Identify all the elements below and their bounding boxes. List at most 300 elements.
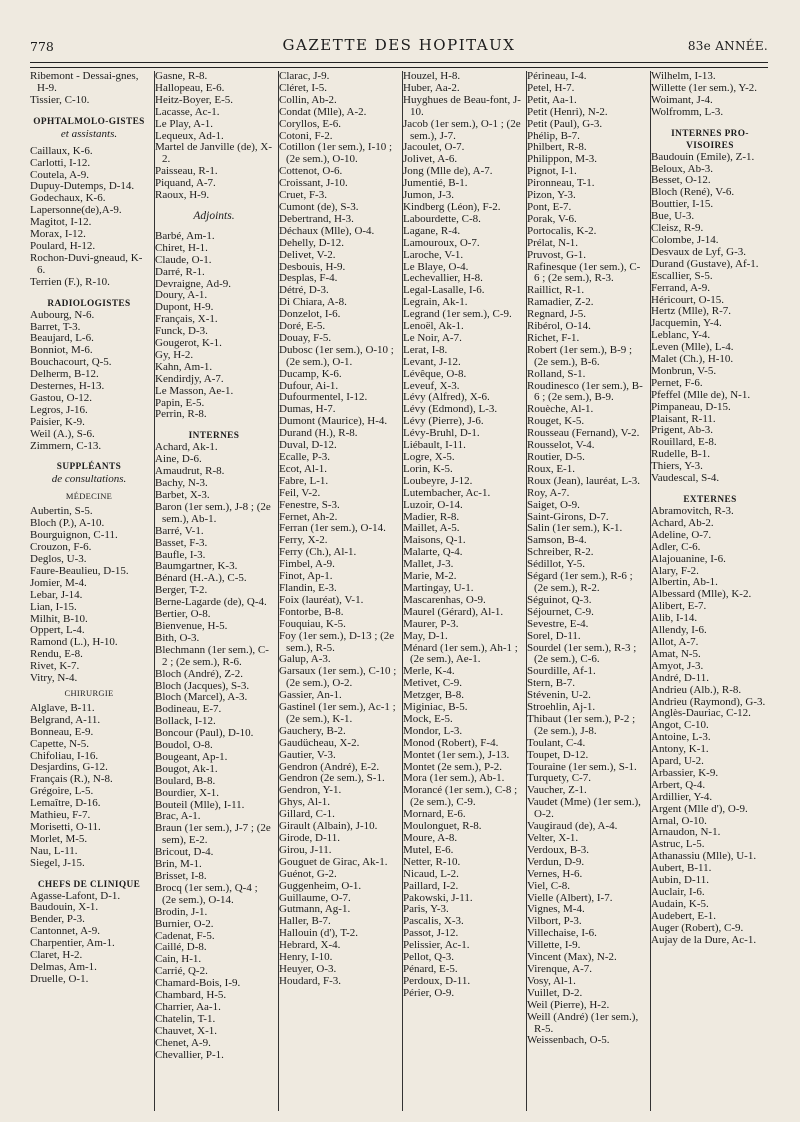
directory-entry: Caillé, D-8. xyxy=(155,941,207,954)
directory-entry: Basset, F-3. xyxy=(155,536,208,549)
directory-entry: Houdard, F-3. xyxy=(279,974,342,987)
directory-entry: Bouttier, I-15. xyxy=(651,198,714,211)
directory-entry: Raillict, R-1. xyxy=(527,284,585,297)
directory-entry: Di Chiara, A-8. xyxy=(279,296,347,309)
directory-entry: Mutel, E-6. xyxy=(403,843,454,856)
directory-entry: Mora (1er sem.), Ab-1. xyxy=(403,772,505,785)
directory-entry: Tissier, C-10. xyxy=(30,93,90,106)
directory-entry: Bougot, Ak-1. xyxy=(155,762,218,775)
directory-entry: Bachy, N-3. xyxy=(155,477,208,490)
directory-entry: Baudouin, X-1. xyxy=(30,901,99,914)
directory-entry: Arbassier, K-9. xyxy=(651,766,719,779)
directory-entry: Houzel, H-8. xyxy=(403,71,461,82)
directory-entry: Baufle, I-3. xyxy=(155,548,206,561)
directory-entry: Pizon, Y-3. xyxy=(527,189,576,202)
directory-entry: Robert (1er sem.), B-9 ; (2e sem.), B-6. xyxy=(527,343,633,368)
directory-entry: Albertin, Ab-1. xyxy=(651,576,718,589)
directory-entry: Périer, O-9. xyxy=(403,986,455,999)
directory-entry: Vernes, H-6. xyxy=(527,867,583,880)
directory-entry: Rendu, E-8. xyxy=(30,648,83,661)
directory-entry: Ecalle, P-3. xyxy=(279,451,331,463)
directory-entry: Le Noir, A-7. xyxy=(403,331,462,344)
directory-entry: Morlet, M-5. xyxy=(30,832,88,845)
directory-entry: Cotoni, F-2. xyxy=(279,129,333,142)
directory-entry: Gougerot, K-1. xyxy=(155,337,222,350)
directory-entry: Gy, H-2. xyxy=(155,348,194,361)
directory-entry: Schreiber, R-2. xyxy=(527,546,594,559)
directory-entry: Cotillon (1er sem.), I-10 ; (2e sem.), O-10. xyxy=(279,141,393,166)
subsection-heading: MÉDECINE xyxy=(65,491,113,502)
directory-entry: Carrié, Q-2. xyxy=(155,965,208,978)
directory-entry: Astruc, L-5. xyxy=(651,838,705,851)
directory-entry: Alib, I-14. xyxy=(651,612,698,625)
directory-entry: Huyghues de Beau-font, J-10. xyxy=(403,93,521,118)
directory-entry: Paillard, I-2. xyxy=(403,879,459,892)
directory-entry: Perrin, R-8. xyxy=(155,408,207,421)
directory-entry: Coryllos, E-6. xyxy=(279,117,342,130)
directory-entry: Saint-Girons, D-7. xyxy=(527,510,609,523)
directory-entry: Monbrun, V-5. xyxy=(651,364,717,377)
directory-entry: Duval, D-12. xyxy=(279,439,337,452)
directory-entry: Desvaux de Lyf, G-3. xyxy=(651,245,747,258)
section-heading: OPHTALMOLO-GISTES xyxy=(33,116,145,127)
directory-entry: Gautier, V-3. xyxy=(279,748,336,761)
directory-entry: Aine, D-6. xyxy=(155,453,202,466)
directory-entry: Foix (lauréat), V-1. xyxy=(279,593,364,606)
directory-entry: Perdoux, D-11. xyxy=(403,974,471,987)
directory-entry: Pruvost, G-1. xyxy=(527,248,586,261)
directory-entry: Bouchacourt, Q-5. xyxy=(30,356,112,369)
directory-entry: Debertrand, H-3. xyxy=(279,212,354,225)
directory-entry: Allot, A-7. xyxy=(651,635,699,648)
directory-entry: Lian, I-15. xyxy=(30,600,77,613)
directory-entry: Burnier, O-2. xyxy=(155,917,214,930)
directory-entry: Maisons, Q-1. xyxy=(403,534,466,547)
directory-entry: Gassier, An-1. xyxy=(279,689,342,702)
directory-entry: Bollack, I-12. xyxy=(155,715,216,728)
directory-entry: Lechevallier, H-8. xyxy=(403,272,483,285)
directory-entry: Amat, N-5. xyxy=(651,647,701,660)
directory-entry: Aubin, D-11. xyxy=(651,874,709,887)
directory-entry: Alajouanine, I-6. xyxy=(651,552,726,565)
directory-entry: Weissenbach, O-5. xyxy=(527,1034,610,1047)
directory-entry: Metzger, B-8. xyxy=(403,689,464,702)
directory-entry: Heitz-Boyer, E-5. xyxy=(155,93,234,106)
directory-entry: Netter, R-10. xyxy=(403,855,461,868)
directory-entry: Ferran (1er sem.), O-14. xyxy=(279,522,386,535)
directory-entry: Beloux, Ab-3. xyxy=(651,162,714,175)
directory-entry: Agasse-Lafont, D-1. xyxy=(30,889,121,902)
directory-entry: Mathieu, F-7. xyxy=(30,809,91,822)
directory-entry: Viel, C-8. xyxy=(527,879,571,892)
directory-entry: Charrier, Aa-1. xyxy=(155,1000,221,1013)
directory-entry: Ramadier, Z-2. xyxy=(527,296,594,309)
directory-entry: Montet (2e sem.), P-2. xyxy=(403,760,502,773)
directory-entry: Rousseau (Fernand), V-2. xyxy=(527,427,640,440)
directory-entry: Pernet, F-6. xyxy=(651,376,703,389)
column-1 xyxy=(30,71,148,1111)
directory-entry: Aubertin, S-5. xyxy=(30,505,93,518)
directory-entry: Français (R.), N-8. xyxy=(30,773,113,786)
directory-entry: Pignot, I-1. xyxy=(527,165,577,178)
directory-entry: Achard, Ak-1. xyxy=(155,441,218,454)
directory-entry: Hebrard, X-4. xyxy=(279,939,341,952)
directory-entry: Jacob (1er sem.), O-1 ; (2e sem.), J-7. xyxy=(403,117,521,142)
directory-entry: Poulard, H-12. xyxy=(30,239,96,252)
directory-entry: Ferrand, A-9. xyxy=(651,281,710,294)
directory-entry: Monod (Robert), F-4. xyxy=(403,736,499,749)
directory-entry: Girou, J-11. xyxy=(279,843,332,856)
directory-entry: Gillard, C-1. xyxy=(279,808,335,821)
directory-entry: Ribérol, O-14. xyxy=(527,320,591,333)
directory-entry: Raoux, H-9. xyxy=(155,189,210,202)
directory-entry: Albessard (Mlle), K-2. xyxy=(651,588,752,601)
directory-entry: Madier, R-8. xyxy=(403,510,460,523)
directory-entry: Verdoux, B-3. xyxy=(527,843,590,856)
directory-entry: Sourdille, Af-1. xyxy=(527,665,596,678)
directory-entry: Roux, E-1. xyxy=(527,462,575,475)
directory-entry: Fabre, L-1. xyxy=(279,474,329,487)
directory-entry: Hertz (Mlle), R-7. xyxy=(651,305,732,318)
directory-entry: Leven (Mlle), L-4. xyxy=(651,341,734,354)
directory-entry: Velter, X-1. xyxy=(527,832,579,844)
directory-entry: Ribemont - Dessai-gnes, H-9. xyxy=(30,71,139,94)
directory-entry: Angot, C-10. xyxy=(651,719,709,732)
directory-entry: Adeline, O-7. xyxy=(651,528,712,541)
directory-entry: Morancé (1er sem.), C-8 ; (2e sem.), C-9. xyxy=(403,784,518,809)
directory-entry: Gendron, Y-1. xyxy=(279,784,342,797)
directory-entry: Vaudet (Mme) (1er sem.), O-2. xyxy=(527,796,641,821)
directory-columns xyxy=(30,71,768,1111)
directory-entry: Bertier, O-8. xyxy=(155,608,211,621)
directory-entry: Verdun, D-9. xyxy=(527,855,585,868)
directory-entry: Grégoire, L-5. xyxy=(30,785,94,798)
directory-entry: Ferry (Ch.), Al-1. xyxy=(279,546,357,559)
directory-entry: Crouzon, F-6. xyxy=(30,541,92,554)
directory-entry: Le Play, A-1. xyxy=(155,117,213,130)
directory-entry: Vitry, N-4. xyxy=(30,672,78,685)
directory-entry: Vielle (Albert), I-7. xyxy=(527,891,613,904)
directory-entry: Vincent (Max), N-2. xyxy=(527,951,617,964)
directory-entry: Rouèche, Al-1. xyxy=(527,403,594,416)
directory-entry: Piquand, A-7. xyxy=(155,177,216,190)
directory-entry: Cléret, I-5. xyxy=(279,81,327,94)
directory-entry: Arnaudon, N-1. xyxy=(651,826,721,839)
directory-entry: Maurel (Gérard), Al-1. xyxy=(403,605,504,618)
directory-entry: Fimbel, A-9. xyxy=(279,558,335,571)
directory-entry: Bloch (René), V-6. xyxy=(651,186,735,199)
directory-entry: Heuyer, O-3. xyxy=(279,962,337,975)
directory-entry: Amyot, J-3. xyxy=(651,659,704,672)
directory-entry: Croissant, J-10. xyxy=(279,177,348,190)
directory-entry: Claude, O-1. xyxy=(155,253,212,266)
directory-entry: Druelle, O-1. xyxy=(30,972,89,985)
directory-entry: Barré, V-1. xyxy=(155,524,204,537)
directory-entry: Argent (Mlle d'), O-9. xyxy=(651,802,748,815)
directory-entry: Jong (Mlle de), A-7. xyxy=(403,165,493,178)
directory-entry: Paisier, K-9. xyxy=(30,415,85,428)
directory-entry: Passot, J-12. xyxy=(403,927,459,940)
directory-entry: Bonneau, E-9. xyxy=(30,725,94,738)
directory-entry: Colombe, J-14. xyxy=(651,233,719,246)
directory-entry: Villechaise, I-6. xyxy=(527,927,597,940)
section-heading: SUPPLÉANTS xyxy=(56,462,122,473)
directory-entry: Philippon, M-3. xyxy=(527,153,597,166)
directory-entry: Doré, E-5. xyxy=(279,320,326,333)
directory-entry: Jumentié, B-1. xyxy=(403,177,468,190)
directory-entry: Nicaud, L-2. xyxy=(403,867,459,880)
directory-entry: Legrain, Ak-1. xyxy=(403,296,468,309)
directory-entry: Séjournet, C-9. xyxy=(527,605,594,618)
directory-entry: Fernet, Ah-2. xyxy=(279,510,338,523)
directory-entry: Andrieu (Alb.), R-8. xyxy=(651,683,742,696)
directory-entry: Portocalis, K-2. xyxy=(527,224,597,237)
directory-entry: Rouillard, E-8. xyxy=(651,436,717,449)
directory-entry: Lebar, J-14. xyxy=(30,588,83,601)
directory-entry: Cumont (de), S-3. xyxy=(279,200,359,213)
directory-entry: Aujay de la Dure, Ac-1. xyxy=(651,933,757,946)
directory-entry: Sourdel (1er sem.), R-3 ; (2e sem.), C-6. xyxy=(527,641,637,666)
directory-entry: Brocq (1er sem.), Q-4 ; (2e sem.), O-14. xyxy=(155,881,258,906)
directory-entry: Oppert, L-4. xyxy=(30,624,85,637)
directory-entry: Vilbort, P-3. xyxy=(527,915,582,928)
directory-entry: Bourguignon, C-11. xyxy=(30,529,118,542)
directory-entry: Lenoël, Ak-1. xyxy=(403,320,464,333)
directory-entry: Roy, A-7. xyxy=(527,486,570,499)
directory-entry: Gauchery, B-2. xyxy=(279,724,346,737)
directory-entry: Cruet, F-3. xyxy=(279,189,327,202)
directory-entry: Leveuf, X-3. xyxy=(403,379,460,392)
directory-entry: Martel de Janville (de), X-2. xyxy=(155,141,272,166)
directory-entry: Kindberg (Léon), F-2. xyxy=(403,200,501,213)
page-number: 778 xyxy=(30,39,54,54)
directory-entry: Villette, I-9. xyxy=(527,939,581,952)
directory-entry: Laroche, V-1. xyxy=(403,248,464,261)
directory-entry: Labourdette, C-8. xyxy=(403,212,481,225)
directory-entry: Le Blaye, O-4. xyxy=(403,260,469,273)
directory-entry: Mock, E-5. xyxy=(403,712,453,725)
directory-entry: Desbouis, H-9. xyxy=(279,260,346,273)
directory-entry: Beaujard, L-6. xyxy=(30,332,94,345)
directory-entry: Mallet, J-3. xyxy=(403,558,454,571)
directory-entry: Chenet, A-9. xyxy=(155,1036,211,1049)
directory-entry: Bloch (Jacques), S-3. xyxy=(155,679,250,692)
directory-entry: Martingay, U-1. xyxy=(403,581,474,594)
directory-entry: Montet (1er sem.), J-13. xyxy=(403,748,510,761)
directory-entry: May, D-1. xyxy=(403,629,448,642)
directory-entry: Hallouin (d'), T-2. xyxy=(279,927,358,940)
directory-entry: Wilhelm, I-13. xyxy=(651,71,716,82)
directory-entry: Loubeyre, J-12. xyxy=(403,474,473,487)
directory-entry: Lapersonne(de),A-9. xyxy=(30,204,122,217)
directory-entry: Antony, K-1. xyxy=(651,743,709,756)
directory-entry: Henry, I-10. xyxy=(279,951,333,964)
directory-entry: Coutela, A-9. xyxy=(30,168,89,181)
directory-entry: Terrien (F.), R-10. xyxy=(30,275,110,288)
directory-entry: Chamard-Bois, I-9. xyxy=(155,977,241,990)
directory-entry: Legal-Lasalle, I-6. xyxy=(403,284,485,297)
directory-entry: Blechmann (1er sem.), C-2 ; (2e sem.), R-6. xyxy=(155,643,269,668)
directory-entry: Leblanc, Y-4. xyxy=(651,329,711,342)
directory-entry: Donzelot, I-6. xyxy=(279,308,341,321)
directory-entry: Marie, M-2. xyxy=(403,570,457,583)
directory-entry: Regnard, J-5. xyxy=(527,308,586,321)
directory-entry: Cottenot, O-6. xyxy=(279,165,343,178)
section-heading: RADIOLOGISTES xyxy=(47,298,131,309)
directory-entry: Boudol, O-8. xyxy=(155,739,213,752)
directory-entry: Lorin, K-5. xyxy=(403,462,453,475)
directory-entry: Richet, F-1. xyxy=(527,331,580,344)
directory-entry: Galup, A-3. xyxy=(279,653,331,666)
directory-entry: Vaugiraud (de), A-4. xyxy=(527,820,618,833)
directory-entry: Détré, D-3. xyxy=(279,284,329,297)
directory-entry: Chambard, H-5. xyxy=(155,989,227,1002)
directory-entry: Darré, R-1. xyxy=(155,265,205,278)
directory-entry: Guénot, G-2. xyxy=(279,867,337,880)
directory-entry: Pont, E-7. xyxy=(527,200,572,213)
directory-entry: Barbet, X-3. xyxy=(155,489,210,501)
directory-entry: Routier, D-5. xyxy=(527,451,585,463)
directory-entry: Adler, C-6. xyxy=(651,540,701,553)
directory-entry: Nau, L-11. xyxy=(30,844,78,857)
directory-entry: Collin, Ab-2. xyxy=(279,93,337,106)
directory-entry: Philbert, R-8. xyxy=(527,141,587,154)
directory-entry: Papin, E-5. xyxy=(155,396,205,409)
directory-entry: Garsaux (1er sem.), C-10 ; (2e sem.), O-2. xyxy=(279,665,397,690)
directory-entry: Delherm, B-12. xyxy=(30,368,99,381)
directory-entry: Anglès-Dauriac, C-12. xyxy=(651,707,751,720)
directory-entry: Salin (1er sem.), K-1. xyxy=(527,522,623,535)
directory-entry: Lemaître, D-16. xyxy=(30,797,101,810)
directory-entry: Phélip, B-7. xyxy=(527,129,580,142)
directory-entry: Berger, T-2. xyxy=(155,584,208,597)
directory-entry: Gastinel (1er sem.), Ac-1 ; (2e sem.), K-1. xyxy=(279,701,396,725)
directory-entry: Ségard (1er sem.), R-6 ; (2e sem.), R-2. xyxy=(527,570,633,594)
directory-entry: Jolivet, A-6. xyxy=(403,153,458,166)
directory-entry: Liébault, I-11. xyxy=(403,439,466,452)
directory-entry: Bender, P-3. xyxy=(30,913,85,926)
directory-entry: Gendron (2e sem.), S-1. xyxy=(279,772,385,785)
directory-entry: Thibaut (1er sem.), P-2 ; (2e sem.), J-8. xyxy=(527,712,636,737)
directory-entry: Abramovitch, R-3. xyxy=(651,505,734,517)
directory-entry: Achard, Ab-2. xyxy=(651,516,714,529)
directory-entry: Fontorbe, B-8. xyxy=(279,605,344,618)
directory-entry: Pfeffel (Mlle de), N-1. xyxy=(651,388,751,401)
directory-entry: Desjardins, G-12. xyxy=(30,761,108,774)
directory-entry: Bougeant, Ap-1. xyxy=(155,750,228,763)
directory-entry: Gastou, O-12. xyxy=(30,391,93,404)
directory-entry: Vaudescal, S-4. xyxy=(651,472,720,485)
directory-entry: Dupuy-Dutemps, D-14. xyxy=(30,180,135,193)
directory-entry: Finot, Ap-1. xyxy=(279,570,333,583)
directory-entry: Antoine, L-3. xyxy=(651,731,711,744)
directory-entry: Durand (Gustave), Af-1. xyxy=(651,257,759,270)
directory-entry: Haller, B-7. xyxy=(279,915,331,928)
directory-entry: Metivet, C-9. xyxy=(403,677,462,690)
directory-entry: Petit (Henri), N-2. xyxy=(527,105,608,118)
directory-entry: Audebert, E-1. xyxy=(651,909,717,922)
directory-entry: Ecot, Al-1. xyxy=(279,462,327,475)
directory-entry: Kendirdjy, A-7. xyxy=(155,372,224,385)
directory-entry: Pénard, E-5. xyxy=(403,962,458,975)
directory-entry: Bloch (P.), A-10. xyxy=(30,517,105,530)
directory-entry: Baron (1er sem.), J-8 ; (2e sem.), Ab-1. xyxy=(155,500,271,525)
directory-entry: Andrieu (Raymond), G-3. xyxy=(651,695,766,708)
directory-entry: Prigent, Ab-3. xyxy=(651,424,714,437)
directory-entry: Dufour, Ai-1. xyxy=(279,379,339,392)
directory-entry: Ferry, X-2. xyxy=(279,534,328,547)
directory-entry: Sevestre, E-4. xyxy=(527,617,589,630)
directory-entry: Bienvenue, H-5. xyxy=(155,619,228,632)
directory-entry: Porak, V-6. xyxy=(527,212,577,225)
directory-entry: Apard, U-2. xyxy=(651,755,704,768)
directory-entry: Héricourt, O-15. xyxy=(651,293,725,306)
directory-entry: Barret, T-3. xyxy=(30,320,81,333)
directory-entry: Brac, A-1. xyxy=(155,810,201,823)
directory-entry: Petit (Paul), G-3. xyxy=(527,117,603,130)
directory-entry: Dumont (Maurice), H-4. xyxy=(279,415,388,428)
directory-entry: Fenestre, S-3. xyxy=(279,498,340,511)
directory-entry: Luzoir, O-14. xyxy=(403,498,463,511)
directory-entry: Ardillier, Y-4. xyxy=(651,790,713,803)
directory-entry: Bénard (H.-A.), C-5. xyxy=(155,572,247,585)
directory-entry: Virenque, A-7. xyxy=(527,962,593,975)
directory-entry: Carlotti, I-12. xyxy=(30,156,91,169)
directory-entry: Bouteil (Mlle), I-11. xyxy=(155,798,245,811)
directory-entry: Lequeux, Ad-1. xyxy=(155,129,224,142)
directory-entry: Feil, V-2. xyxy=(279,486,321,499)
directory-entry: Devraigne, Ad-9. xyxy=(155,277,232,290)
directory-entry: Auclair, I-6. xyxy=(651,886,705,898)
directory-entry: Séguinot, Q-3. xyxy=(527,593,592,606)
directory-entry: Roudinesco (1er sem.), B-6 ; (2e sem.), B-9. xyxy=(527,379,643,404)
directory-entry: Jomier, M-4. xyxy=(30,576,87,589)
directory-entry: Lacasse, Ac-1. xyxy=(155,105,220,118)
directory-entry: Legros, J-16. xyxy=(30,403,88,416)
directory-entry: Lagane, R-4. xyxy=(403,224,461,237)
directory-entry: Dumas, H-7. xyxy=(279,403,336,416)
directory-entry: Mascarenhas, O-9. xyxy=(403,593,486,606)
directory-entry: Touraine (1er sem.), S-1. xyxy=(527,760,637,773)
volume-year: 83e ANNÉE. xyxy=(687,39,768,53)
directory-entry: Lerat, I-8. xyxy=(403,343,448,356)
directory-entry: Toupet, D-12. xyxy=(527,748,589,761)
directory-entry: Thiers, Y-3. xyxy=(651,460,703,473)
directory-entry: Pascalis, X-3. xyxy=(403,915,464,928)
directory-entry: Moure, A-8. xyxy=(403,832,458,844)
column-2 xyxy=(154,71,273,1111)
directory-entry: Guillaume, O-7. xyxy=(279,891,351,904)
directory-entry: Auger (Robert), C-9. xyxy=(651,921,744,934)
directory-entry: Ménard (1er sem.), Ah-1 ; (2e sem.), Ae-1. xyxy=(403,641,518,666)
directory-entry: Magitot, I-12. xyxy=(30,216,92,229)
directory-entry: Maurer, P-3. xyxy=(403,617,459,630)
directory-entry: Dehelly, D-12. xyxy=(279,236,344,249)
directory-entry: Rousselot, V-4. xyxy=(527,439,595,452)
directory-entry: Malet (Ch.), H-10. xyxy=(651,353,734,366)
directory-entry: Pimpaneau, D-15. xyxy=(651,400,731,413)
directory-entry: Deglos, U-3. xyxy=(30,553,87,565)
directory-entry: Kahn, Am-1. xyxy=(155,360,213,373)
directory-entry: Athanassiu (Mlle), U-1. xyxy=(651,850,757,863)
directory-entry: Charpentier, Am-1. xyxy=(30,937,115,950)
directory-entry: Alglave, B-11. xyxy=(30,701,95,714)
directory-entry: Samson, B-4. xyxy=(527,534,587,547)
directory-entry: Bonniot, M-6. xyxy=(30,344,93,357)
directory-entry: Besset, O-12. xyxy=(651,174,711,187)
directory-entry: Stroehlin, Aj-1. xyxy=(527,701,596,714)
directory-entry: Jacoulet, O-7. xyxy=(403,141,465,154)
